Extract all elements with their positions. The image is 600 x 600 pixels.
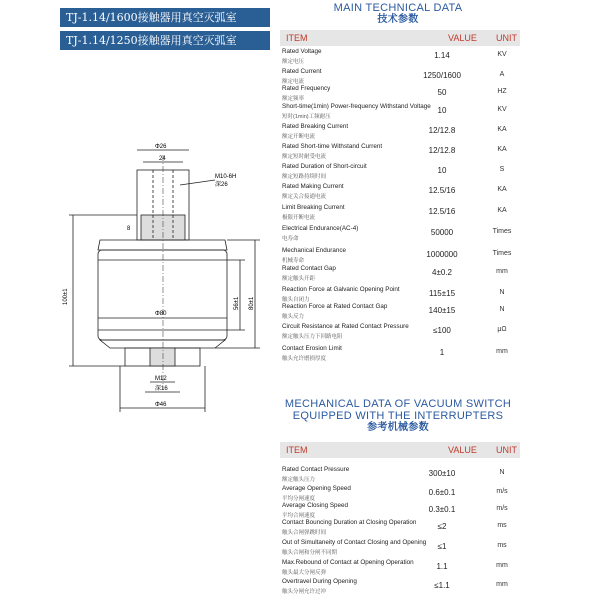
row-label-en: Rated Contact Pressure <box>282 466 350 473</box>
row-unit: mm <box>496 268 508 275</box>
row-value: 115±15 <box>428 289 456 298</box>
dim-phi26: Φ26 <box>155 144 167 150</box>
row-label-en: Rated Making Current <box>282 183 344 190</box>
row-label-zh: 平均分闸速度 <box>282 496 316 502</box>
row-value: ≤100 <box>433 326 451 335</box>
technical-drawing <box>55 140 275 430</box>
row-value: 0.3±0.1 <box>428 505 456 514</box>
table-row <box>282 265 522 285</box>
row-label-zh: 额定关合接通电流 <box>282 194 327 200</box>
row-value: 1250/1600 <box>423 71 461 80</box>
product-title-1250: TJ-1.14/1250接触器用真空灭弧室 <box>60 31 270 50</box>
row-label-en: Rated Breaking Current <box>282 123 349 130</box>
dim-100: 100±1 <box>63 288 69 305</box>
row-value: ≤1 <box>437 542 447 551</box>
row-label-en: Overtravel During Opening <box>282 578 357 585</box>
header-value: VALUE <box>448 445 477 455</box>
row-label-zh: 触头最大分闸反弹 <box>282 570 327 576</box>
row-label-en: Rated Contact Gap <box>282 265 336 272</box>
row-label-zh: 触头合闸和分闸不同期 <box>282 550 338 556</box>
table-row <box>282 103 522 123</box>
row-unit: N <box>499 306 505 313</box>
mech-data-title-en-1: MECHANICAL DATA OF VACUUM SWITCH <box>284 398 512 410</box>
row-label-en: Mechanical Endurance <box>282 247 347 254</box>
row-unit: mm <box>496 581 508 588</box>
main-data-header <box>280 30 520 46</box>
row-unit: Times <box>492 250 512 257</box>
row-label-zh: 触头合闸弹跳时间 <box>282 530 327 536</box>
row-unit: ms <box>497 542 507 549</box>
row-value: 10 <box>437 166 447 175</box>
row-label-zh: 触头允许磨损厚度 <box>282 356 327 362</box>
row-label-en: Contact Bouncing Duration at Closing Operation <box>282 519 417 526</box>
row-value: 1000000 <box>426 250 458 259</box>
row-unit: mm <box>496 562 508 569</box>
row-value: 4±0.2 <box>432 268 452 277</box>
row-unit: KV <box>497 51 507 58</box>
row-value: 300±10 <box>428 469 456 478</box>
header-value: VALUE <box>448 33 477 43</box>
row-value: ≤2 <box>437 522 447 531</box>
ceramic-body <box>98 250 227 340</box>
row-unit: KA <box>497 146 507 153</box>
dim-phi80: Φ80 <box>155 311 167 317</box>
row-label-en: Short-time(1min) Power-frequency Withstand Voltage <box>282 103 431 110</box>
row-unit: m/s <box>496 488 508 495</box>
row-label-zh: 极限开断电流 <box>282 215 316 221</box>
row-value: 12.5/16 <box>428 186 456 195</box>
row-unit: A <box>499 71 505 78</box>
row-label-en: Out of Simultaneity of Contact Closing and Opening <box>282 539 427 546</box>
row-unit: Times <box>492 228 512 235</box>
row-value: 12.5/16 <box>428 207 456 216</box>
row-label-zh: 触头分闸允许过冲 <box>282 589 327 595</box>
row-label-zh: 短时(1min)工频耐压 <box>282 114 331 120</box>
dim-depth: 深26 <box>215 182 228 188</box>
top-flange <box>98 240 227 250</box>
row-unit: KA <box>497 207 507 214</box>
row-value: 1.1 <box>436 562 448 571</box>
header-unit: UNIT <box>496 445 517 455</box>
row-label-zh: 触头反力 <box>282 314 305 320</box>
dim-80: 80±1 <box>249 296 255 310</box>
row-label-en: Electrical Endurance(AC-4) <box>282 225 359 232</box>
dim-m12: M12 <box>155 376 167 382</box>
row-label-en: Average Opening Speed <box>282 485 351 492</box>
row-value: 1 <box>439 348 445 357</box>
row-label-en: Max.Rebound of Contact at Opening Operation <box>282 559 414 566</box>
row-unit: KV <box>497 106 507 113</box>
mech-data-title <box>278 398 518 434</box>
row-label-en: Contact Erosion Limit <box>282 345 342 352</box>
table-row <box>282 466 522 486</box>
table-row <box>282 247 522 267</box>
row-value: 0.6±0.1 <box>428 488 456 497</box>
row-unit: ms <box>497 522 507 529</box>
main-data-title-zh: 技术参数 <box>377 14 419 25</box>
header-unit: UNIT <box>496 33 517 43</box>
table-row <box>282 183 522 203</box>
row-value: 12/12.8 <box>428 146 456 155</box>
row-label-en: Rated Voltage <box>282 48 322 55</box>
interrupter-drawing-svg <box>55 140 275 430</box>
row-label-en: Average Closing Speed <box>282 502 349 509</box>
row-label-en: Rated Duration of Short-circuit <box>282 163 367 170</box>
table-row <box>282 163 522 183</box>
row-label-zh: 额定频率 <box>282 96 305 102</box>
row-label-en: Limit Breaking Current <box>282 204 345 211</box>
dim-24: 24 <box>159 156 166 162</box>
row-value: 140±15 <box>428 306 456 315</box>
row-label-zh: 额定电流 <box>282 79 305 85</box>
row-label-en: Circuit Resistance at Rated Contact Pressure <box>282 323 409 330</box>
main-data-title-en: MAIN TECHNICAL DATA <box>333 2 463 14</box>
table-row <box>282 519 522 539</box>
mech-data-title-zh: 参考机械参数 <box>367 422 429 433</box>
row-unit: N <box>499 289 505 296</box>
header-item: ITEM <box>286 445 308 455</box>
dim-8: 8 <box>127 226 131 232</box>
mech-data-title-en-2: EQUIPPED WITH THE INTERRUPTERS <box>292 410 504 422</box>
table-row <box>282 303 522 323</box>
row-label-en: Reaction Force at Rated Contact Gap <box>282 303 388 310</box>
row-unit: mm <box>496 348 508 355</box>
row-label-zh: 额定触头压力下回路电阻 <box>282 334 343 340</box>
product-title-1600: TJ-1.14/1600接触器用真空灭弧室 <box>60 8 270 27</box>
row-unit: HZ <box>497 88 507 95</box>
row-label-zh: 触头自闭力 <box>282 297 310 303</box>
table-row <box>282 225 522 245</box>
row-label-zh: 额定触头压力 <box>282 477 316 483</box>
dim-depth16: 深16 <box>155 386 168 392</box>
row-label-zh: 额定触头开距 <box>282 276 316 282</box>
row-label-zh: 机械寿命 <box>282 258 305 264</box>
row-value: 12/12.8 <box>428 126 456 135</box>
header-item: ITEM <box>286 33 308 43</box>
dim-56: 56±1 <box>234 296 240 310</box>
dim-phi46: Φ46 <box>155 402 167 408</box>
table-row <box>282 323 522 343</box>
table-row <box>282 85 522 105</box>
row-label-zh: 额定开断电流 <box>282 134 316 140</box>
row-label-zh: 平均合闸速度 <box>282 513 316 519</box>
table-row <box>282 559 522 579</box>
mech-data-header <box>280 442 520 458</box>
row-unit: KA <box>497 186 507 193</box>
table-row <box>282 539 522 559</box>
row-label-en: Rated Frequency <box>282 85 331 92</box>
row-value: 1.14 <box>434 51 450 60</box>
table-row <box>282 345 522 365</box>
row-unit: S <box>499 166 505 173</box>
row-value: 10 <box>437 106 447 115</box>
row-label-zh: 额定短路持续时间 <box>282 174 327 180</box>
row-label-zh: 额定电压 <box>282 59 305 65</box>
table-row <box>282 143 522 163</box>
row-label-en: Reaction Force at Galvanic Opening Point <box>282 286 400 293</box>
row-unit: N <box>499 469 505 476</box>
main-data-title <box>278 2 518 26</box>
table-row <box>282 123 522 143</box>
table-row <box>282 204 522 224</box>
row-label-zh: 电寿命 <box>282 236 299 242</box>
table-row <box>282 578 522 598</box>
row-unit: m/s <box>496 505 508 512</box>
table-row <box>282 48 522 68</box>
dim-thread: M10-6H <box>215 174 237 180</box>
row-value: 50000 <box>430 228 454 237</box>
row-label-en: Rated Current <box>282 68 322 75</box>
row-value: ≤1.1 <box>434 581 450 590</box>
row-unit: μΩ <box>497 326 507 333</box>
row-label-en: Rated Short-time Withstand Current <box>282 143 383 150</box>
row-unit: KA <box>497 126 507 133</box>
row-label-zh: 额定短时耐受电流 <box>282 154 327 160</box>
row-value: 50 <box>437 88 447 97</box>
